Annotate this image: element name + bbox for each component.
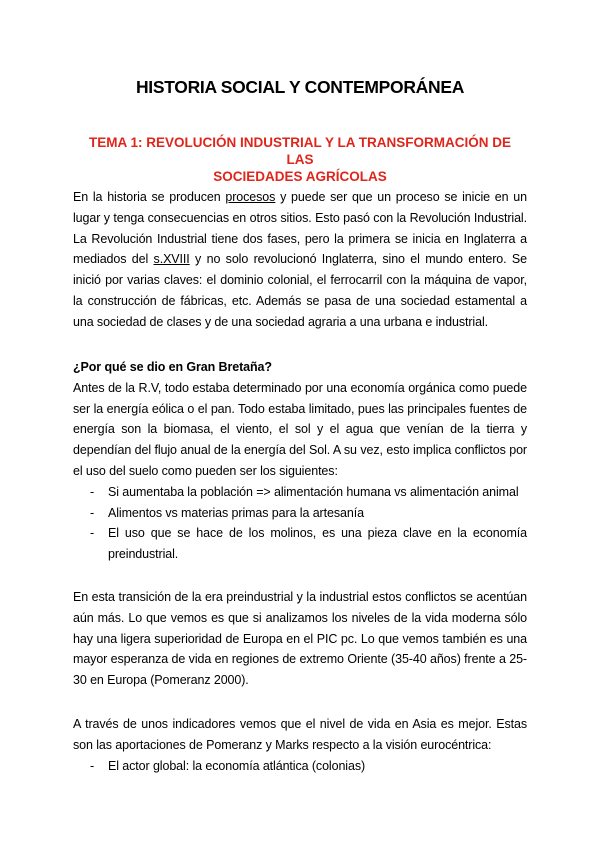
processes-link[interactable]: procesos <box>225 190 276 204</box>
list-item: - El uso que se hace de los molinos, es una pieza clave en la economía preindustrial. <box>73 523 527 565</box>
list-item: - El actor global: la economía atlántica (colonias) <box>73 756 527 777</box>
intro-text-c: y no solo revolucionó Inglaterra, sino el mundo entero. Se inició por varias claves: el dominio colonial, el ferrocarril con la máquina de vapor, la construcción de fábricas, etc. Además se pasa de una sociedad estamental a una sociedad de clases y de una sociedad agraria a una urbana e industrial. <box>73 252 527 329</box>
topic-title-line-2: SOCIEDADES AGRÍCOLAS <box>213 169 387 184</box>
list-item: - Si aumentaba la población => alimentación humana vs alimentación animal <box>73 482 527 503</box>
intro-text-b: y puede ser que un proceso se inicie en un lugar y tenga consecuencias en otros sitios. Esto pasó con la Revolución Industrial. La Revolución Industrial tiene dos fases, pero la primera se inicia en Inglaterra a mediados del <box>73 190 527 267</box>
indicators-list <box>73 756 527 777</box>
section-heading: ¿Por qué se dio en Gran Bretaña? <box>73 360 272 374</box>
intro-paragraph <box>73 187 527 333</box>
intro-text-a: En la historia se producen <box>73 190 226 204</box>
document-title: HISTORIA SOCIAL Y CONTEMPORÁNEA <box>135 77 465 97</box>
indicators-text: A través de unos indicadores vemos que el nivel de vida en Asia es mejor. Estas son las aportaciones de Pomeranz y Marks respecto a la visión eurocéntrica: <box>73 717 527 752</box>
section-paragraph: Antes de la R.V, todo estaba determinado por una economía orgánica como puede ser la energía eólica o el pan. Todo estaba limitado, pues las principales fuentes de energía son la biomasa, el viento, el sol y el agua que venían de la tierra y dependían del flujo anual de la energía del Sol. A su vez, esto implica conflictos por el uso del suelo como pueden ser los siguientes: <box>73 380 527 478</box>
topic-title <box>78 134 522 185</box>
list-item: - Alimentos vs materias primas para la artesanía <box>73 503 527 524</box>
transition-paragraph <box>73 587 527 691</box>
topic-title-line-1: TEMA 1: REVOLUCIÓN INDUSTRIAL Y LA TRANSFORMACIÓN DE LAS <box>88 135 511 167</box>
conflict-list <box>73 482 527 565</box>
section-why-britain <box>73 357 527 565</box>
transition-text: En esta transición de la era preindustrial y la industrial estos conflictos se acentúan aún más. Lo que vemos es que si analizamos los niveles de la vida moderna sólo hay una ligera superioridad de Europa en el PIC pc. Lo que vemos también es una mayor esperanza de vida en regiones de extremo Oriente (35-40 años) frente a 25-30 en Europa (Pomeranz 2000). <box>73 590 527 688</box>
indicators-section <box>73 714 527 776</box>
century-link[interactable]: s.XVIII <box>153 252 190 267</box>
